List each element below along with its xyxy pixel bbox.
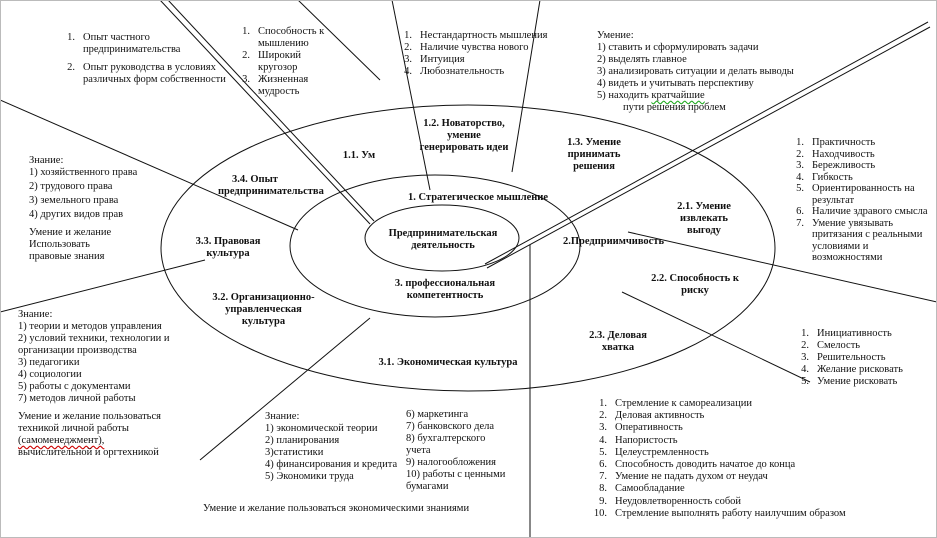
- economic-block-a: [265, 411, 405, 483]
- list-item: 4. Напористость: [599, 434, 678, 446]
- economic-skill: Умение и желание пользоваться экономическими знаниями: [203, 503, 470, 514]
- organizational-skill-line: вычислительной и оргтехникой: [18, 447, 159, 458]
- list-item: 1) ставить и сформулировать задачи: [597, 42, 759, 53]
- list-item: 5) находить кратчайшие: [597, 90, 705, 101]
- list-item: 6. Наличие здравого смысла: [796, 206, 928, 217]
- innovation-list: [398, 30, 558, 78]
- legal-heading: Знание:: [29, 155, 64, 166]
- organizational-skill-line: Умение и желание пользоваться: [18, 411, 161, 422]
- divider-line-top-right: [512, 0, 540, 172]
- list-item-continuation: пути решения проблем: [623, 102, 726, 113]
- list-item: 7) банковского дела: [406, 421, 495, 432]
- legal-skill: Умение и желание Использовать правовые знания: [29, 227, 112, 262]
- list-item: 2) планирования: [265, 435, 340, 446]
- mind-label: 1.1. Ум: [342, 150, 376, 161]
- list-item: 1. Стремление к самореализации: [599, 398, 752, 409]
- list-item: 2) выделять главное: [597, 54, 687, 65]
- list-item: 3. Оперативность: [599, 422, 683, 434]
- list-item: 1. Нестандартность мышления: [404, 30, 548, 41]
- list-item: 5) Экономики труда: [265, 471, 354, 482]
- list-item: 1) хозяйственного права: [29, 167, 138, 178]
- list-item: 1. Опыт частного предпринимательства: [67, 32, 181, 55]
- list-item: 1) экономической теории: [265, 423, 378, 434]
- experience-label: 3.4. Опыт предпринимательства: [218, 174, 324, 197]
- organizational-culture-label: 3.2. Организационно-управленческая культура: [212, 292, 315, 327]
- decisions-block: [597, 30, 794, 114]
- organizational-skill-line: (самоменеджмент),: [18, 435, 105, 446]
- list-item: 3. Бережливость: [796, 160, 876, 171]
- innovation-label: 1.2. Новаторство, умение генерировать идеи: [419, 118, 509, 153]
- list-item: 4) финансирования и кредита: [265, 459, 398, 470]
- mind-list: [240, 26, 328, 98]
- professional-competence-label: 3. профессиональная компетентность: [394, 278, 496, 301]
- list-item: 8) бухгалтерского учета: [406, 433, 486, 456]
- benefit-list: [790, 137, 930, 264]
- strategic-thinking-label: 1. Стратегическое мышление: [407, 192, 549, 203]
- list-item: 4) других видов прав: [29, 209, 124, 220]
- economic-block-b: [406, 409, 516, 493]
- business-grip-label: 2.3. Деловая хватка: [589, 330, 647, 353]
- business-grip-list: [593, 398, 913, 520]
- list-item: 5. Умение рисковать: [801, 376, 898, 387]
- list-item: 1) теории и методов управления: [18, 321, 162, 332]
- list-item: 6) маркетинга: [406, 409, 469, 420]
- list-item: 3) педагогики: [18, 357, 80, 368]
- list-item: 3) земельного права: [29, 195, 119, 206]
- list-item: 7. Умение не падать духом от неудач: [599, 471, 768, 483]
- list-item: 4) социологии: [18, 369, 82, 380]
- economic-culture-label: 3.1. Экономическая культура: [378, 357, 518, 368]
- organizational-heading: Знание:: [18, 309, 53, 320]
- list-item: 2. Деловая активность: [599, 410, 705, 422]
- list-item: 4) видеть и учитывать перспективу: [597, 78, 754, 89]
- list-item: 9. Неудовлетворенность собой: [599, 495, 742, 507]
- decisions-heading: Умение:: [597, 30, 634, 41]
- enterprise-label: 2.Предприимчивость: [563, 236, 665, 247]
- list-item: 7. Умение увязывать притязания с реальными условиями и возможностями: [796, 217, 923, 263]
- list-item: 10. Стремление выполнять работу наилучшим образом: [593, 507, 846, 519]
- list-item: 10) работы с ценными бумагами: [406, 469, 506, 492]
- risk-list: [795, 328, 925, 388]
- center-label: Предпринимательская деятельность: [388, 228, 498, 251]
- list-item: 2. Смелость: [801, 340, 861, 351]
- list-item: 2. Опыт руководства в условиях различных форм собственности: [67, 62, 226, 85]
- list-item: 4. Любознательность: [404, 66, 505, 77]
- experience-list: [61, 32, 231, 86]
- list-item: 4. Желание рисковать: [801, 364, 903, 375]
- list-item: 3. Интуиция: [404, 54, 465, 65]
- list-item: 1. Инициативность: [801, 328, 892, 339]
- divider-line-lower-left: [0, 260, 205, 312]
- economic-heading: Знание:: [265, 411, 300, 422]
- organizational-skill-line: техникой личной работы: [18, 423, 129, 434]
- risk-label: 2.2. Способность к риску: [651, 273, 739, 296]
- list-item: 5. Целеустремленность: [599, 446, 709, 458]
- list-item: 5. Ориентированность на результат: [796, 183, 915, 206]
- list-item: 2) условий техники, технологии и организации производства: [18, 333, 170, 356]
- list-item: 3)статистики: [265, 447, 324, 458]
- list-item: 6. Способность доводить начатое до конца: [599, 459, 796, 471]
- benefit-label: 2.1. Умение извлекать выгоду: [677, 201, 731, 236]
- list-item: 2. Наличие чувства нового: [404, 42, 529, 53]
- list-item: 9) налогообложения: [406, 457, 496, 468]
- list-item: 5) работы с документами: [18, 381, 131, 392]
- list-item: 2) трудового права: [29, 181, 113, 192]
- list-item: 1. Способность к мышлению: [242, 26, 325, 49]
- list-item: 3. Решительность: [801, 352, 886, 363]
- decisions-label: 1.3. Умение принимать решения: [567, 137, 621, 172]
- legal-culture-label: 3.3. Правовая культура: [195, 236, 261, 259]
- list-item: 1. Практичность: [796, 137, 876, 148]
- list-item: 4. Гибкость: [796, 171, 853, 183]
- list-item: 3) анализировать ситуации и делать выводы: [597, 66, 794, 77]
- legal-block: [29, 155, 169, 263]
- list-item: 2. Находчивость: [796, 148, 875, 160]
- list-item: 2. Широкий кругозор: [242, 50, 302, 73]
- list-item: 7) методов личной работы: [18, 393, 136, 404]
- list-item: 3. Жизненная мудрость: [242, 74, 309, 97]
- organizational-block: [18, 309, 188, 459]
- list-item: 8. Самообладание: [599, 483, 685, 495]
- divider-line-top-center: [392, 0, 430, 190]
